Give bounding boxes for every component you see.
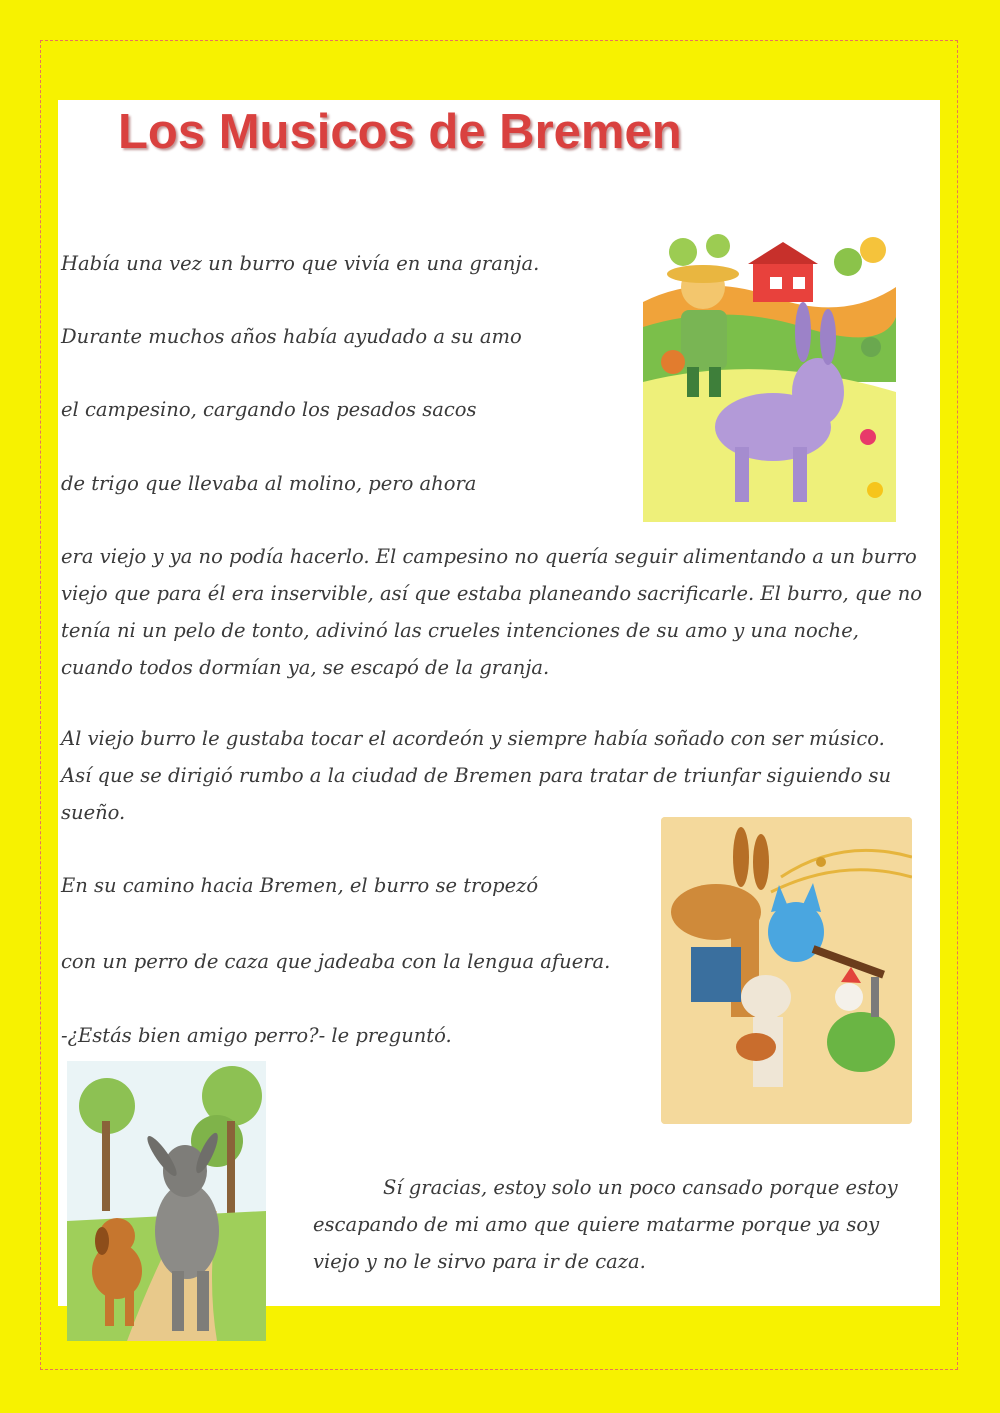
paragraph	[61, 538, 941, 686]
dog-donkey-illustration	[67, 1061, 266, 1341]
paragraph-line: Al viejo burro le gustaba tocar el acordeón y siempre había soñado con ser músico.	[61, 727, 885, 750]
paragraph-line: escapando de mi amo que quiere matarme porque ya soy	[313, 1213, 880, 1236]
text-line: -¿Estás bien amigo perro?- le preguntó.	[61, 1024, 452, 1047]
paragraph-line: cuando todos dormían ya, se escapó de la granja.	[61, 656, 550, 679]
page-title: Los Musicos de Bremen	[118, 105, 682, 159]
text-line: de trigo que llevaba al molino, pero ahora	[61, 472, 477, 495]
paragraph-line: viejo que para él era inservible, así que estaba planeando sacrificarle. El burro, que no	[61, 582, 922, 605]
paragraph-line: tenía ni un pelo de tonto, adivinó las crueles intenciones de su amo y una noche,	[61, 619, 859, 642]
text-line: Había una vez un burro que vivía en una granja.	[61, 252, 540, 275]
paragraph	[313, 1169, 933, 1280]
musicians-illustration	[661, 817, 912, 1124]
text-line: En su camino hacia Bremen, el burro se tropezó	[61, 874, 539, 897]
paragraph-line: viejo y no le sirvo para ir de caza.	[313, 1250, 646, 1273]
paragraph-line: Así que se dirigió rumbo a la ciudad de Bremen para tratar de triunfar siguiendo su	[61, 764, 892, 787]
text-line: el campesino, cargando los pesados sacos	[61, 398, 477, 421]
paragraph-line: sueño.	[61, 801, 126, 824]
text-line: con un perro de caza que jadeaba con la lengua afuera.	[61, 950, 611, 973]
paragraph	[61, 720, 941, 831]
paragraph-line: Sí gracias, estoy solo un poco cansado porque estoy	[383, 1176, 898, 1199]
paragraph-line: era viejo y ya no podía hacerlo. El campesino no quería seguir alimentando a un burro	[61, 545, 917, 568]
farm-donkey-illustration	[643, 232, 896, 522]
text-line: Durante muchos años había ayudado a su amo	[61, 325, 522, 348]
